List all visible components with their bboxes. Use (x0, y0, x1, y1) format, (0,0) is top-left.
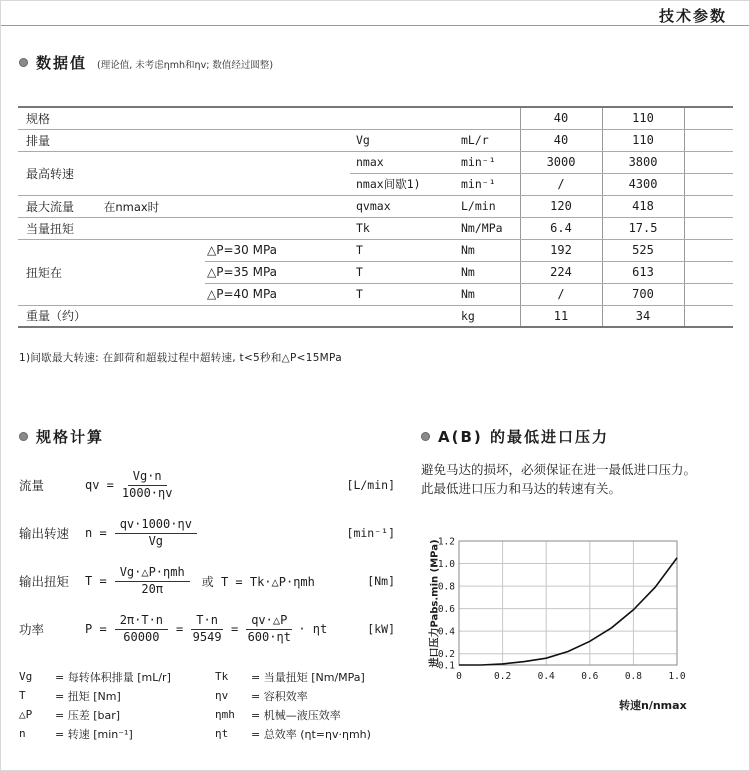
cell-unit: kg (455, 305, 520, 327)
cell-empty (684, 151, 733, 173)
numerator: T·n (191, 613, 223, 630)
cell-value-110: 525 (602, 239, 684, 261)
fraction (122, 469, 173, 501)
formula-output-speed (19, 511, 395, 555)
cell-value-40: / (520, 173, 602, 195)
formula-output-torque (19, 559, 395, 603)
table-row (18, 195, 733, 217)
formula-label: 流量 (19, 478, 45, 493)
chart-y-axis-label: 进口压力Pabs.min (MPa) (429, 538, 441, 668)
formula-label: 输出转速 (19, 526, 70, 541)
denominator: 60000 (123, 629, 160, 644)
formula-lhs: P = (85, 622, 107, 636)
cell-value-110: 110 (602, 129, 684, 151)
cell-value-40: 6.4 (520, 217, 602, 239)
formula-power (19, 607, 395, 651)
pressure-chart (421, 535, 739, 713)
denominator: 1000·ηv (121, 485, 173, 500)
cell-empty (684, 107, 733, 129)
cell-value-110: 700 (602, 283, 684, 305)
formula-label: 输出扭矩 (19, 574, 70, 589)
formula-unit: [L/min] (346, 478, 395, 492)
bullet-icon (19, 58, 28, 67)
variable-symbol: ηt (215, 727, 229, 740)
formula-flow (19, 463, 395, 507)
denominator: 600·ηt (247, 629, 291, 644)
variable-symbol: ηv (215, 689, 229, 702)
flow-label: 最大流量 (26, 199, 75, 214)
pressure-chart-svg (429, 535, 691, 685)
cell-unit: Nm/MPa (455, 217, 520, 239)
cell-condition: △P=35 MPa (205, 261, 350, 283)
cell-empty (684, 239, 733, 261)
cell-empty (684, 217, 733, 239)
variable-definition: = 转速 [min⁻¹] (55, 727, 133, 741)
cell-condition: △P=30 MPa (205, 239, 350, 261)
numerator: qv·△P (246, 613, 292, 630)
table-row (18, 151, 733, 173)
cell-symbol: Vg (350, 129, 455, 151)
svg-text:0.1: 0.1 (437, 660, 455, 671)
fraction (115, 565, 190, 597)
cell-unit: Nm (455, 239, 520, 261)
pressure-line-1: 避免马达的损坏，必须保证在进一最低进口压力。 (421, 462, 697, 477)
svg-text:1.0: 1.0 (437, 558, 455, 570)
variable-definitions (19, 667, 411, 743)
svg-text:0.2: 0.2 (494, 670, 512, 682)
svg-text:1.0: 1.0 (668, 670, 686, 682)
cell-label: 最高转速 (18, 151, 350, 195)
header-divider (1, 25, 749, 26)
calc-section-header (19, 426, 395, 447)
bullet-icon (19, 432, 28, 441)
cell-value-110: 418 (602, 195, 684, 217)
cell-value-40: 3000 (520, 151, 602, 173)
chart-x-axis-label: 转速n/nmax (619, 698, 687, 712)
cell-col-110: 110 (602, 107, 684, 129)
variable-symbol: Vg (19, 670, 33, 683)
cell-symbol: nmax (350, 151, 455, 173)
cell-value-40: 224 (520, 261, 602, 283)
formula-lhs: qv = (85, 478, 114, 492)
svg-text:0.8: 0.8 (437, 581, 455, 593)
formula-unit: [min⁻¹] (346, 526, 395, 540)
cell-value-40: 120 (520, 195, 602, 217)
cell-empty (684, 283, 733, 305)
cell-symbol: qvmax (350, 195, 455, 217)
variable-symbol: T (19, 689, 26, 702)
min-inlet-pressure-section (421, 426, 739, 713)
table-footnote: 1)间歇最大转速: 在卸荷和超载过程中超转速, t<5秒和△P<15MPa (19, 352, 342, 364)
pressure-section-header (421, 426, 739, 447)
table-row (18, 239, 733, 261)
variable-definition: = 总效率 (ηt=ηv·ηmh) (251, 727, 371, 741)
table-row (18, 217, 733, 239)
cell-condition: △P=40 MPa (205, 283, 350, 305)
variable-symbol: △P (19, 708, 33, 721)
svg-text:0.8: 0.8 (624, 670, 642, 682)
pressure-line-2: 此最低进口压力和马达的转速有关。 (421, 480, 622, 496)
variable-definition: = 压差 [bar] (55, 708, 121, 722)
cell-symbol: nmax间歇1) (350, 173, 455, 195)
cell-value-110: 4300 (602, 173, 684, 195)
section-title-calc: 规格计算 (36, 428, 105, 446)
cell-empty (684, 129, 733, 151)
cell-label (18, 195, 350, 217)
variable-item (19, 724, 215, 743)
svg-text:0.2: 0.2 (437, 648, 455, 660)
formula-lhs: n = (85, 526, 107, 540)
section-title-pressure: A(B) 的最低进口压力 (438, 428, 609, 446)
fraction (115, 613, 168, 645)
variable-item (19, 667, 215, 686)
cell-unit: Nm (455, 283, 520, 305)
formula-unit: [kW] (367, 622, 395, 636)
formula-label: 功率 (19, 622, 45, 637)
cell-label: 排量 (18, 129, 350, 151)
cell-value-40: 40 (520, 129, 602, 151)
variable-item (19, 705, 215, 724)
cell-symbol: T (350, 283, 455, 305)
fraction (115, 517, 197, 549)
variable-symbol: ηmh (215, 708, 235, 721)
equals-sign: = (176, 622, 184, 636)
data-values-section-header (19, 52, 273, 73)
table-row (18, 305, 733, 327)
cell-value-110: 34 (602, 305, 684, 327)
variable-definition: = 容积效率 (251, 689, 308, 703)
cell-unit: min⁻¹ (455, 173, 520, 195)
cell-unit: mL/r (455, 129, 520, 151)
cell-empty (684, 195, 733, 217)
variable-item (19, 686, 215, 705)
numerator: Vg·n (128, 469, 167, 486)
variable-item (215, 686, 411, 705)
equals-sign: = (230, 622, 239, 636)
cell-symbol: T (350, 239, 455, 261)
page-title: 技术参数 (658, 7, 727, 25)
section-title-data-values: 数据值 (36, 54, 88, 72)
flow-condition: 在nmax时 (103, 199, 160, 214)
cell-empty (684, 173, 733, 195)
svg-text:0.4: 0.4 (537, 670, 555, 682)
variable-definition: = 机械—液压效率 (251, 708, 341, 722)
variable-symbol: Tk (215, 670, 229, 683)
svg-text:0: 0 (456, 670, 462, 682)
cell-value-110: 3800 (602, 151, 684, 173)
cell-label: 扭矩在 (18, 239, 205, 305)
variable-item (215, 667, 411, 686)
variable-item (215, 724, 411, 743)
table-row (18, 129, 733, 151)
table-header-row (18, 107, 733, 129)
cell-value-40: 11 (520, 305, 602, 327)
cell-spec-label: 规格 (18, 107, 520, 129)
svg-text:1.2: 1.2 (437, 536, 455, 547)
denominator: 20π (141, 581, 164, 596)
numerator: 2π·T·n (115, 613, 168, 630)
svg-text:0.6: 0.6 (437, 603, 455, 615)
variable-definition: = 当量扭矩 [Nm/MPa] (251, 670, 365, 684)
variable-definition: = 每转体积排量 [mL/r] (55, 670, 171, 684)
formula-lhs: T = (85, 574, 107, 588)
cell-symbol: T (350, 261, 455, 283)
formula-alternative: 或 T = Tk·△P·ηmh (201, 574, 315, 589)
denominator: 9549 (192, 629, 222, 644)
cell-symbol: Tk (350, 217, 455, 239)
cell-value-110: 613 (602, 261, 684, 283)
cell-value-110: 17.5 (602, 217, 684, 239)
cell-empty (684, 305, 733, 327)
bullet-icon (421, 432, 430, 441)
numerator: qv·1000·ηv (115, 517, 197, 534)
data-table (18, 106, 733, 328)
variable-item (215, 705, 411, 724)
variable-symbol: n (19, 727, 26, 740)
cell-unit: min⁻¹ (455, 151, 520, 173)
svg-text:0.4: 0.4 (437, 626, 455, 638)
cell-unit: Nm (455, 261, 520, 283)
variable-definition: = 扭矩 [Nm] (55, 689, 121, 703)
denominator: Vg (148, 533, 164, 548)
cell-label: 当量扭矩 (18, 217, 350, 239)
svg-text:0.6: 0.6 (581, 670, 599, 682)
numerator: Vg·△P·ηmh (115, 565, 190, 582)
section-note: (理论值, 未考虑ηmh和ηv; 数值经过圆整) (97, 60, 274, 71)
cell-unit: L/min (455, 195, 520, 217)
cell-value-40: / (520, 283, 602, 305)
cell-empty (684, 261, 733, 283)
cell-value-40: 192 (520, 239, 602, 261)
fraction (191, 613, 223, 645)
formula-tail: · ηt (298, 622, 328, 636)
spec-calculation-section (19, 426, 395, 655)
cell-col-40: 40 (520, 107, 602, 129)
cell-label: 重量（约） (18, 305, 350, 327)
cell-symbol (350, 305, 455, 327)
fraction (246, 613, 292, 645)
formula-unit: [Nm] (367, 574, 395, 588)
pressure-paragraph (421, 461, 739, 499)
